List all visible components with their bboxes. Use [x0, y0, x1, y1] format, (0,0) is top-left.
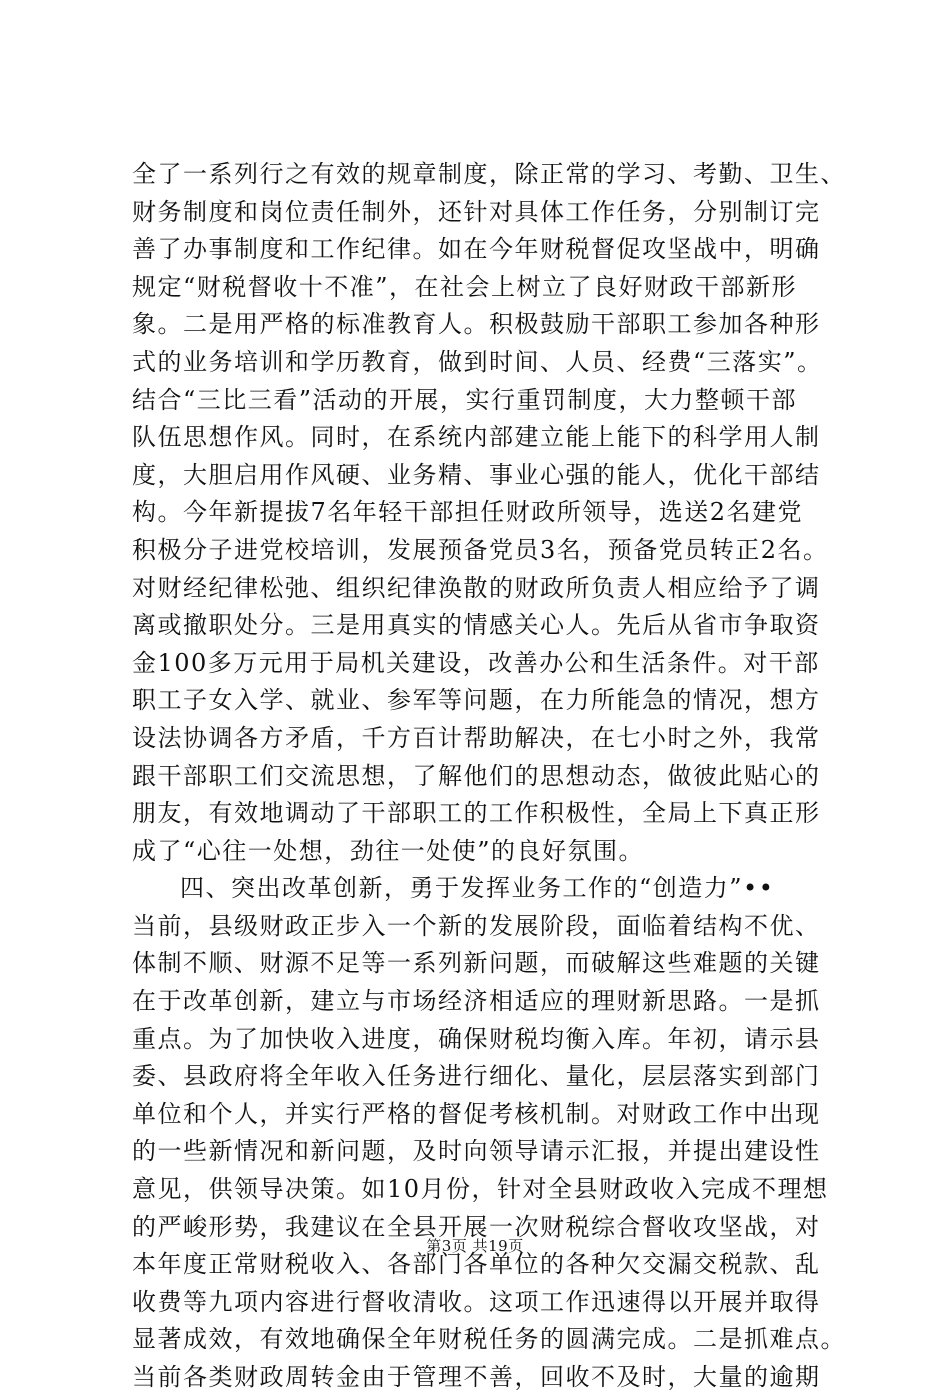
text-line: 显著成效，有效地确保全年财税任务的圆满完成。二是抓难点。 [132, 1325, 846, 1354]
text-line: 队伍思想作风。同时，在系统内部建立能上能下的科学用人制 [132, 423, 821, 452]
text-line: 当前，县级财政正步入一个新的发展阶段，面临着结构不优、 [132, 911, 821, 940]
text-line: 在于改革创新，建立与市场经济相适应的理财新思路。一是抓 [132, 987, 821, 1016]
text-line: 收费等九项内容进行督收清收。这项工作迅速得以开展并取得 [132, 1287, 821, 1316]
text-line: 跟干部职工们交流思想，了解他们的思想动态，做彼此贴心的 [132, 761, 821, 790]
text-line: 全了一系列行之有效的规章制度，除正常的学习、考勤、卫生、 [132, 160, 846, 188]
text-line: 式的业务培训和学历教育，做到时间、人员、经费“三落实”。 [132, 347, 823, 376]
text-line: 朋友，有效地调动了干部职工的工作积极性，全局上下真正形 [132, 799, 821, 828]
text-line: 设法协调各方矛盾，千方百计帮助解决，在七小时之外，我常 [132, 723, 821, 752]
text-line: 本年度正常财税收入、各部门各单位的各种欠交漏交税款、乱 [132, 1250, 821, 1279]
text-line: 单位和个人，并实行严格的督促考核机制。对财政工作中出现 [132, 1099, 821, 1128]
text-line: 的严峻形势，我建议在全县开展一次财税综合督收攻坚战，对 [132, 1212, 821, 1241]
text-line: 积极分子进党校培训，发展预备党员3名，预备党员转正2名。 [132, 535, 829, 564]
text-line: 善了办事制度和工作纪律。如在今年财税督促攻坚战中，明确 [132, 235, 821, 264]
text-line: 金100多万元用于局机关建设，改善办公和生活条件。对干部 [132, 648, 820, 677]
body-text [132, 156, 852, 1397]
text-line: 结合“三比三看”活动的开展，实行重罚制度，大力整顿干部 [132, 385, 798, 414]
text-line: 体制不顺、财源不足等一系列新问题，而破解这些难题的关键 [132, 949, 821, 978]
text-line: 成了“心往一处想，劲往一处使”的良好氛围。 [132, 836, 645, 865]
text-line: 的一些新情况和新问题，及时向领导请示汇报，并提出建设性 [132, 1137, 821, 1166]
page-number-label: 第3页 共19页 [426, 1237, 524, 1255]
text-line: 离或撤职处分。三是用真实的情感关心人。先后从省市争取资 [132, 611, 821, 640]
text-line: 重点。为了加快收入进度，确保财税均衡入库。年初，请示县 [132, 1024, 821, 1053]
text-line: 象。二是用严格的标准教育人。积极鼓励干部职工参加各种形 [132, 310, 821, 339]
text-line: 意见，供领导决策。如10月份，针对全县财政收入完成不理想 [132, 1175, 829, 1204]
text-line: 财务制度和岗位责任制外，还针对具体工作任务，分别制订完 [132, 197, 821, 226]
text-line: 构。今年新提拔7名年轻干部担任财政所领导，选送2名建党 [132, 498, 804, 527]
text-line: 对财经纪律松弛、组织纪律涣散的财政所负责人相应给予了调 [132, 573, 821, 602]
text-line: 委、县政府将全年收入任务进行细化、量化，层层落实到部门 [132, 1062, 821, 1091]
page-footer [0, 1236, 950, 1256]
text-line: 规定“财税督收十不准”，在社会上树立了良好财政干部新形 [132, 272, 798, 301]
section-heading-line: 四、突出改革创新，勇于发挥业务工作的“创造力”•• [180, 874, 775, 903]
text-line: 职工子女入学、就业、参军等问题，在力所能急的情况，想方 [132, 686, 821, 715]
text-line: 当前各类财政周转金由于管理不善，回收不及时，大量的逾期 [132, 1363, 821, 1391]
text-line: 度，大胆启用作风硬、业务精、事业心强的能人，优化干部结 [132, 460, 821, 489]
